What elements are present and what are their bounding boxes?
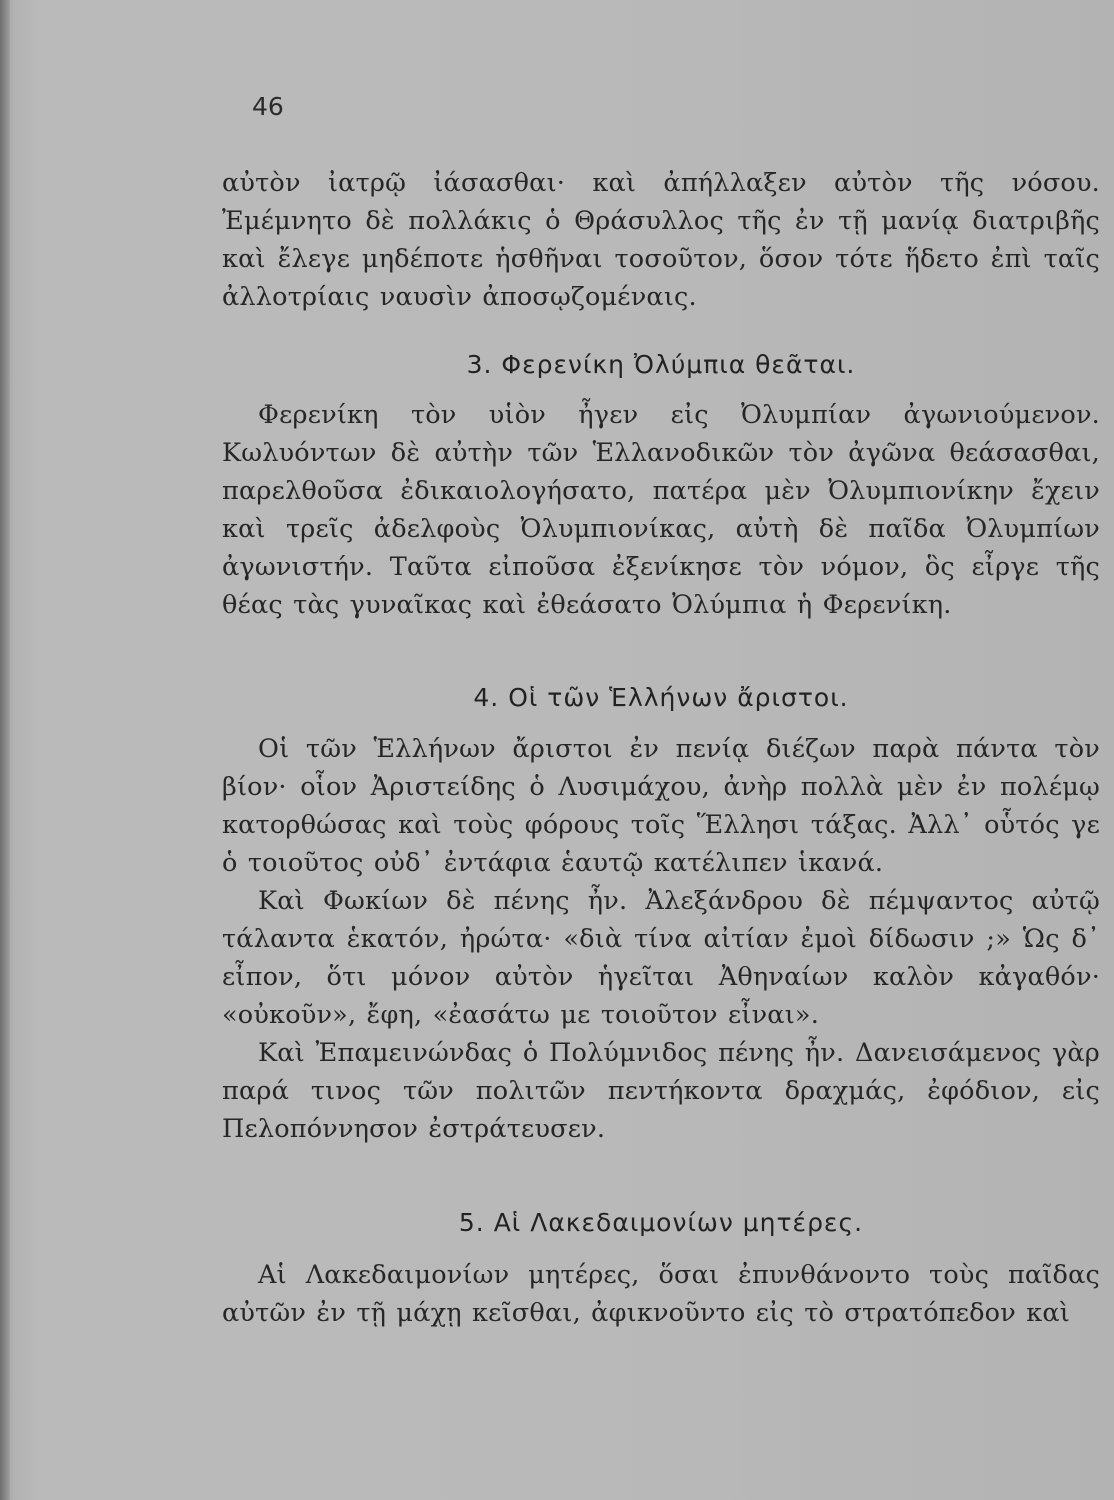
section-5-text: Αἱ Λακεδαιμονίων μητέρες, ὅσαι ἐπυνθάνοντο τοὺς παῖδας αὐτῶν ἐν τῇ μάχῃ κεῖσθαι, ἀφικνοῦντο εἰς τὸ στρατόπεδον καὶ — [222, 1260, 1100, 1328]
section-heading-3: 3. Φερενίκη Ὀλύμπια θεᾶται. — [466, 350, 856, 379]
section-4-paragraphs — [222, 730, 1100, 1148]
binding-edge — [0, 0, 10, 1500]
intro-text: αὐτὸν ἰατρῷ ἰάσασθαι· καὶ ἀπήλλαξεν αὐτὸν τῆς νόσου. Ἐμέμνητο δὲ πολλάκις ὁ Θράσυλλος τῆς ἐν τῇ μανίᾳ διατριβῆς καὶ ἔλεγε μηδέποτε ἡσθῆναι τοσοῦτον, ὅσον τότε ἥδετο ἐπὶ ταῖς ἀλλοτρίαις ναυσὶν ἀποσῳζομέναις. — [222, 168, 1100, 312]
section-heading-5: 5. Αἱ Λακεδαιμονίων μητέρες. — [458, 1208, 864, 1237]
page-number: 46 — [252, 92, 284, 121]
section-heading-4: 4. Οἱ τῶν Ἑλλήνων ἄριστοι. — [473, 683, 849, 712]
section-4-text-3: Καὶ Ἐπαμεινώνδας ὁ Πολύμνιδος πένης ἦν. Δανεισάμενος γὰρ παρά τινος τῶν πολιτῶν πεντήκοντα δραχμάς, ἐφόδιον, εἰς Πελοπόννησον ἐστράτευσεν. — [222, 1038, 1100, 1144]
section-3-paragraph — [222, 396, 1100, 624]
section-4-text-1: Οἱ τῶν Ἑλλήνων ἄριστοι ἐν πενίᾳ διέζων παρὰ πάντα τὸν βίον· οἷον Ἀριστείδης ὁ Λυσιμάχου, ἀνὴρ πολλὰ μὲν ἐν πολέμῳ κατορθώσας καὶ τοὺς φόρους τοῖς Ἕλλησι τάξας. Ἀλλ᾿ οὗτός γε ὁ τοιοῦτος οὐδ᾿ ἐντάφια ἑαυτῷ κατέλιπεν ἱκανά. — [222, 734, 1100, 878]
intro-paragraph — [222, 164, 1100, 316]
section-3-text: Φερενίκη τὸν υἱὸν ἦγεν εἰς Ὀλυμπίαν ἀγωνιούμενον. Κωλυόντων δὲ αὐτὴν τῶν Ἑλλανοδικῶν τὸν ἀγῶνα θεάσασθαι, παρελθοῦσα ἐδικαιολογήσατο, πατέρα μὲν Ὀλυμπιονίκην ἔχειν καὶ τρεῖς ἀδελφοὺς Ὀλυμπιονίκας, αὐτὴ δὲ παῖδα Ὀλυμπίων ἀγωνιστήν. Ταῦτα εἰποῦσα ἐξενίκησε τὸν νόμον, ὃς εἶργε τῆς θέας τὰς γυναῖκας καὶ ἐθεάσατο Ὀλύμπια ἡ Φερενίκη. — [222, 400, 1100, 620]
section-5-paragraph — [222, 1256, 1100, 1332]
section-4-text-2: Καὶ Φωκίων δὲ πένης ἦν. Ἀλεξάνδρου δὲ πέμψαντος αὐτῷ τάλαντα ἑκατόν, ἠρώτα· «διὰ τίνα αἰτίαν ἐμοὶ δίδωσιν ;» Ὡς δ᾿ εἶπον, ὅτι μόνον αὐτὸν ἡγεῖται Ἀθηναίων καλὸν κἀγαθόν· «οὐκοῦν», ἔφη, «ἐασάτω με τοιοῦτον εἶναι». — [222, 886, 1100, 1030]
